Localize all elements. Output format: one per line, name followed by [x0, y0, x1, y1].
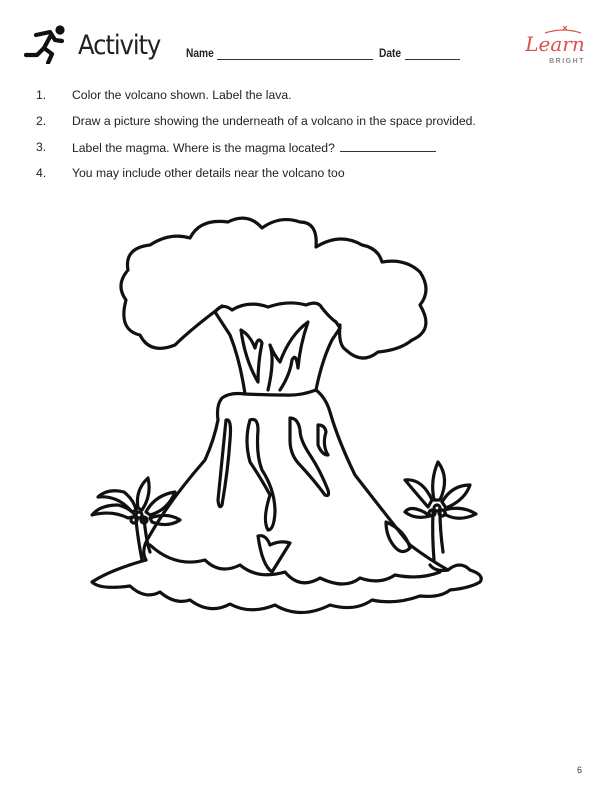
eruption-column [215, 303, 340, 395]
lava-streak [218, 420, 231, 507]
instruction-list [36, 88, 596, 192]
instruction-number: 2. [36, 114, 47, 128]
name-field[interactable] [217, 59, 373, 60]
lava-drop [386, 522, 410, 552]
palm-tree-left [92, 478, 180, 560]
instruction-item [36, 140, 596, 166]
instruction-text: Label the magma. Where is the magma located? [72, 141, 335, 155]
page-title: Activity [78, 30, 161, 61]
instruction-item [36, 114, 596, 140]
instruction-number: 4. [36, 166, 47, 180]
learn-bright-logo [515, 24, 595, 68]
instruction-number: 1. [36, 88, 47, 102]
instruction-text-wrap [72, 140, 436, 155]
lava-flame [268, 322, 308, 390]
logo-script-text: Learn [525, 32, 585, 56]
name-label: Name [186, 46, 214, 60]
lava-drop [258, 536, 290, 572]
logo-sub-text: BRIGHT [549, 58, 585, 65]
volcano-illustration[interactable] [75, 212, 545, 642]
page-number: 6 [577, 765, 583, 775]
instruction-item [36, 166, 596, 192]
date-label: Date [379, 46, 402, 60]
ash-cloud [121, 218, 426, 358]
instruction-text: Color the volcano shown. Label the lava. [72, 88, 292, 102]
volcano-cone [144, 394, 245, 561]
instruction-text: You may include other details near the volcano too [72, 166, 345, 180]
running-person-icon [22, 24, 70, 64]
lava-streak [318, 425, 328, 455]
instruction-text: Draw a picture showing the underneath of a volcano in the space provided. [72, 114, 476, 128]
date-field[interactable] [405, 59, 460, 60]
lava-flame [241, 330, 262, 382]
lava-streak [247, 419, 275, 530]
instruction-item [36, 88, 596, 114]
lava-streak [290, 418, 329, 495]
magma-location-answer-field[interactable] [340, 140, 436, 152]
instruction-number: 3. [36, 140, 47, 154]
palm-tree-right [405, 462, 476, 560]
worksheet-header [0, 0, 612, 80]
lava-pool [92, 560, 481, 613]
